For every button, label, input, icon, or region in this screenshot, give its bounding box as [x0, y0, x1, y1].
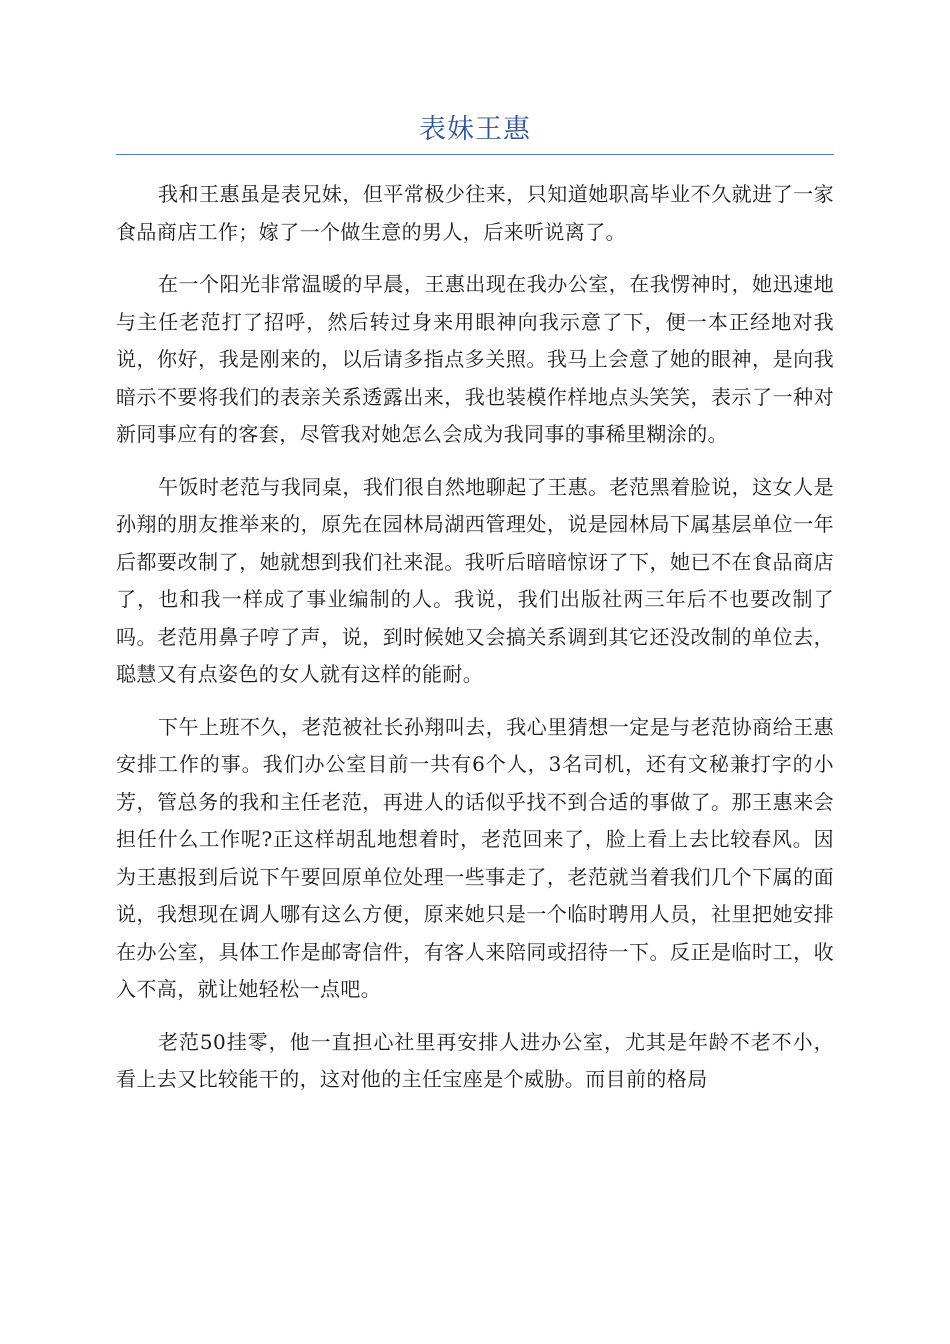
- paragraph: 老范50挂零，他一直担心社里再安排人进办公室，尤其是年龄不老不小，看上去又比较能干的，这对他的主任宝座是个威胁。而目前的格局: [116, 1029, 834, 1091]
- paragraph: 下午上班不久，老范被社长孙翔叫去，我心里猜想一定是与老范协商给王惠安排工作的事。我们办公室目前一共有6个人，3名司机，还有文秘兼打字的小芳，管总务的我和主任老范，再进人的话似乎找不到合适的事做了。那王惠来会担任什么工作呢?正这样胡乱地想着时，老范回来了，脸上看上去比较春风。因为王惠报到后说下午要回原单位处理一些事走了，老范就当着我们几个下属的面说，我想现在调人哪有这么方便，原来她只是一个临时聘用人员，社里把她安排在办公室，具体工作是邮寄信件，有客人来陪同或招待一下。反正是临时工，收入不高，就让她轻松一点吧。: [116, 714, 834, 1001]
- document-title: 表妹王惠: [419, 114, 531, 145]
- paragraph: 午饭时老范与我同桌，我们很自然地聊起了王惠。老范黑着脸说，这女人是孙翔的朋友推举来的，原先在园林局湖西管理处，说是园林局下属基层单位一年后都要改制了，她就想到我们社来混。我听后暗暗惊讶了下，她已不在食品商店了，也和我一样成了事业编制的人。我说，我们出版社两三年后不也要改制了吗。老范用鼻子哼了声，说，到时候她又会搞关系调到其它还没改制的单位去，聪慧又有点姿色的女人就有这样的能耐。: [116, 474, 834, 686]
- document-body: [116, 176, 834, 1114]
- title-underline: [116, 154, 834, 155]
- paragraph: 我和王惠虽是表兄妹，但平常极少往来，只知道她职高毕业不久就进了一家食品商店工作；嫁了一个做生意的男人，后来听说离了。: [116, 182, 834, 244]
- paragraph: 在一个阳光非常温暖的早晨，王惠出现在我办公室，在我愣神时，她迅速地与主任老范打了招呼，然后转过身来用眼神向我示意了下，便一本正经地对我说，你好，我是刚来的，以后请多指点多关照。我马上会意了她的眼神，是向我暗示不要将我们的表亲关系透露出来，我也装模作样地点头笑笑，表示了一种对新同事应有的客套，尽管我对她怎么会成为我同事的事稀里糊涂的。: [116, 272, 834, 446]
